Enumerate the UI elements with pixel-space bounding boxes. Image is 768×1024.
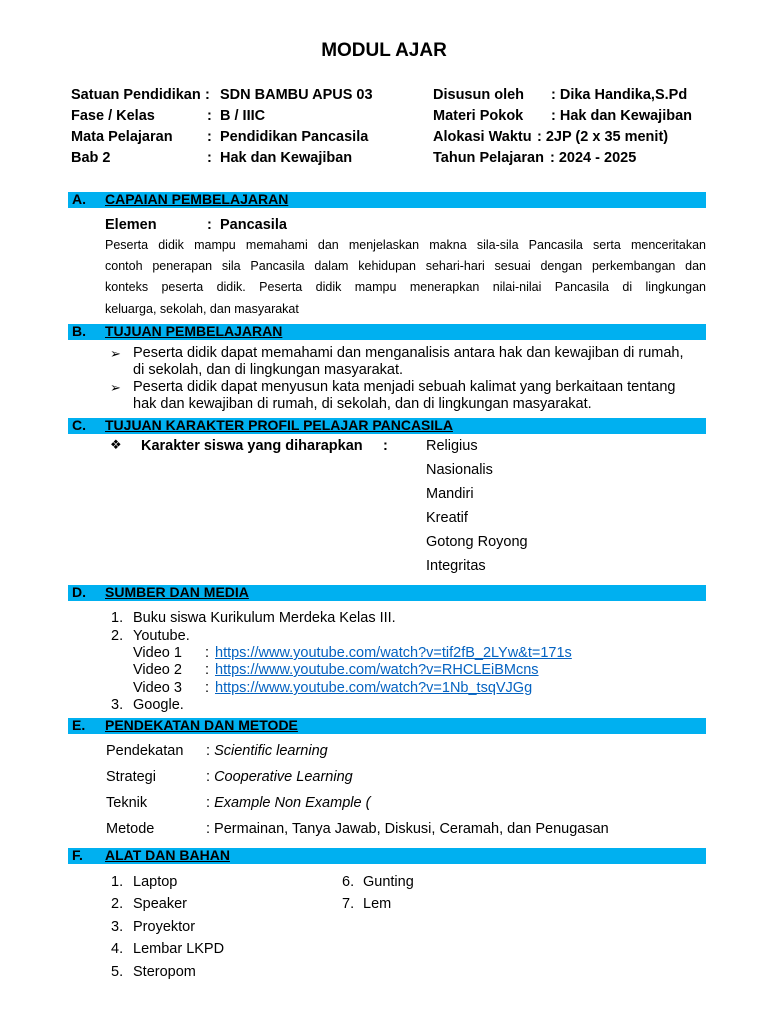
identity-value: B / IIIC [220, 108, 266, 124]
alat-item: Speaker [133, 896, 188, 912]
identity-value: Pendidikan Pancasila [220, 129, 369, 145]
identity-value: SDN BAMBU APUS 03 [220, 87, 373, 103]
elemen-label: Elemen [105, 217, 157, 233]
section-letter: B. [72, 323, 86, 339]
section-header-c [68, 418, 706, 434]
identity-label: Fase / Kelas [71, 108, 155, 124]
section-letter: D. [72, 584, 86, 600]
metode-value [206, 795, 370, 811]
section-letter: F. [72, 847, 83, 863]
metode-value-italic: Example Non Example ( [214, 795, 371, 811]
identity-label: Materi Pokok [433, 108, 524, 124]
section-header-a [68, 192, 706, 208]
video-label: Video 1 [133, 645, 182, 661]
metode-value-plain: : [206, 795, 215, 811]
list-number: 5. [111, 964, 124, 980]
section-header-e [68, 718, 706, 734]
section-header-f [68, 848, 706, 864]
section-letter: C. [72, 417, 86, 433]
tujuan-item-line: di sekolah, dan di lingkungan masyarakat. [133, 362, 404, 378]
section-header-d [68, 585, 706, 601]
section-title: TUJUAN KARAKTER PROFIL PELAJAR PANCASILA [105, 417, 453, 433]
karakter-value: Religius [426, 438, 478, 454]
sumber-item: Buku siswa Kurikulum Merdeka Kelas III. [133, 610, 396, 626]
identity-value: : Hak dan Kewajiban [551, 108, 693, 124]
list-number: 1. [111, 874, 124, 890]
identity-label: Satuan Pendidikan [71, 87, 201, 103]
paragraph-line: contoh penerapan sila Pancasila dalam kehidupan sehari-hari sesuai dengan perkembangan dan [105, 259, 706, 274]
list-number: 1. [111, 610, 124, 626]
identity-label: Disusun oleh [433, 87, 525, 103]
list-number: 4. [111, 941, 124, 957]
identity-value: Hak dan Kewajiban [220, 150, 353, 166]
metode-label: Strategi [106, 769, 156, 785]
paragraph-line: keluarga, sekolah, dan masyarakat [105, 301, 299, 316]
identity-colon: : [207, 129, 212, 145]
metode-value-plain: : [206, 743, 215, 759]
section-title: CAPAIAN PEMBELAJARAN [105, 191, 289, 207]
metode-value-italic: Scientific learning [214, 743, 328, 759]
identity-colon: : [205, 87, 210, 103]
list-number: 6. [342, 874, 355, 890]
identity-label: Bab 2 [71, 150, 111, 166]
metode-label: Teknik [106, 795, 148, 811]
tujuan-item-line: Peserta didik dapat memahami dan menganalisis antara hak dan kewajiban di rumah, [133, 345, 684, 361]
section-title: PENDEKATAN DAN METODE [105, 717, 298, 733]
karakter-value: Kreatif [426, 510, 468, 526]
paragraph-line: konteks peserta didik. Peserta didik mampu menerapkan nilai-nilai Pancasila di lingkungan [105, 280, 706, 295]
capaian-paragraph [105, 235, 706, 320]
section-letter: A. [72, 191, 86, 207]
tujuan-item-line: hak dan kewajiban di rumah, di sekolah, dan di lingkungan masyarakat. [133, 396, 592, 412]
karakter-colon: : [383, 438, 388, 454]
identity-value: : 2JP (2 x 35 menit) [537, 129, 669, 145]
identity-value: : 2024 - 2025 [550, 150, 637, 166]
identity-colon: : [207, 150, 212, 166]
identity-label: Tahun Pelajaran [433, 150, 544, 166]
video-label: Video 2 [133, 662, 182, 678]
list-number: 2. [111, 628, 124, 644]
identity-label: Mata Pelajaran [71, 129, 173, 145]
metode-label: Metode [106, 821, 155, 837]
video-colon: : [205, 680, 210, 696]
video-colon: : [205, 645, 210, 661]
metode-value-italic: Cooperative Learning [214, 769, 353, 785]
alat-item: Lem [363, 896, 392, 912]
section-title: TUJUAN PEMBELAJARAN [105, 323, 283, 339]
arrow-bullet-icon: ➢ [110, 346, 121, 361]
video-link[interactable]: https://www.youtube.com/watch?v=RHCLEiBMcns [215, 662, 539, 678]
metode-label: Pendekatan [106, 743, 184, 759]
list-number: 2. [111, 896, 124, 912]
karakter-value: Gotong Royong [426, 534, 528, 550]
metode-value-plain: : [206, 769, 215, 785]
alat-item: Laptop [133, 874, 178, 890]
karakter-value: Mandiri [426, 486, 474, 502]
elemen-colon: : [207, 217, 212, 233]
alat-item: Steropom [133, 964, 196, 980]
sumber-item: Google. [133, 697, 184, 713]
diamond-bullet-icon: ❖ [110, 437, 122, 452]
section-header-b [68, 324, 706, 340]
identity-value: : Dika Handika,S.Pd [551, 87, 688, 103]
arrow-bullet-icon: ➢ [110, 380, 121, 395]
identity-colon: : [207, 108, 212, 124]
alat-item: Gunting [363, 874, 414, 890]
list-number: 3. [111, 919, 124, 935]
section-title: ALAT DAN BAHAN [105, 847, 230, 863]
list-number: 7. [342, 896, 355, 912]
list-number: 3. [111, 697, 124, 713]
paragraph-line: Peserta didik mampu memahami dan menjelaskan makna sila-sila Pancasila serta menceritakan [105, 238, 706, 252]
karakter-value: Nasionalis [426, 462, 493, 478]
karakter-value: Integritas [426, 558, 486, 574]
video-label: Video 3 [133, 680, 182, 696]
video-link[interactable]: https://www.youtube.com/watch?v=1Nb_tsqVJGg [215, 680, 533, 696]
karakter-label: Karakter siswa yang diharapkan [141, 438, 363, 454]
alat-item: Lembar LKPD [133, 941, 225, 957]
section-letter: E. [72, 717, 86, 733]
video-colon: : [205, 662, 210, 678]
metode-value-plain: : Permainan, Tanya Jawab, Diskusi, Ceramah, dan Penugasan [206, 821, 609, 837]
elemen-value: Pancasila [220, 217, 287, 233]
tujuan-item-line: Peserta didik dapat menyusun kata menjadi sebuah kalimat yang berkaitaan tentang [133, 379, 676, 395]
metode-value [206, 769, 353, 785]
metode-value [206, 743, 328, 759]
identity-label: Alokasi Waktu [433, 129, 532, 145]
sumber-item: Youtube. [133, 628, 190, 644]
video-link[interactable]: https://www.youtube.com/watch?v=tif2fB_2LYw&t=171s [215, 645, 572, 661]
document-title: MODUL AJAR [321, 40, 447, 61]
alat-item: Proyektor [133, 919, 196, 935]
section-title: SUMBER DAN MEDIA [105, 584, 249, 600]
metode-value [206, 821, 609, 837]
